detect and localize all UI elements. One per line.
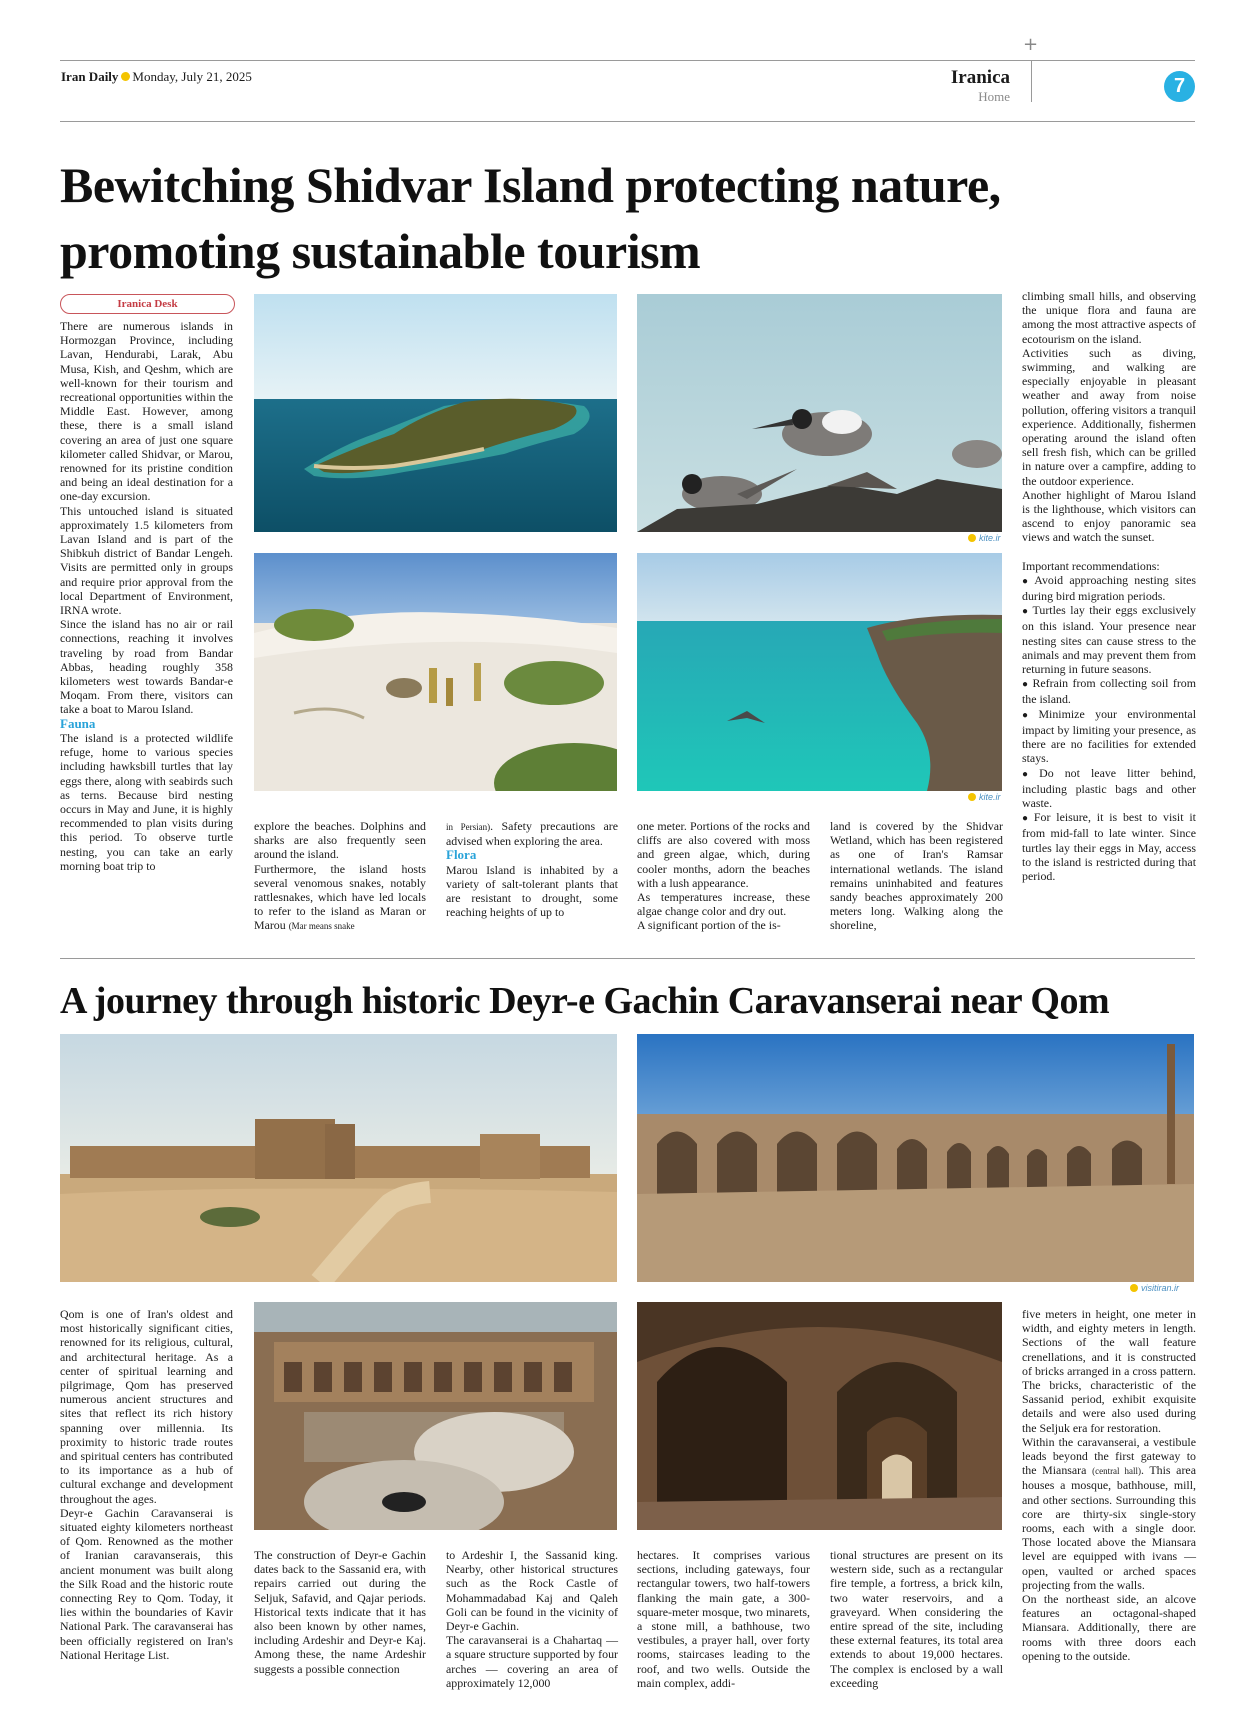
paragraph: land is covered by the Shidvar Wetland, which has been registered as one of Iran's Ramsar international wetlands. The island remains uninhabited and features sandy beaches approximately 200 meters long. Walking along the shoreline, — [830, 819, 1003, 933]
byline-badge: Iranica Desk — [60, 294, 235, 314]
turquoise-sea-photo — [637, 553, 1002, 791]
inline-note: in Persian) — [446, 822, 491, 832]
paragraph: Furthermore, the island hosts several venomous snakes, notably rattlesnakes, which have led locals to refer to the island as Maran or Marou (Mar means snake — [254, 861, 426, 933]
recommendation-item: ● Refrain from collecting soil from the island. — [1022, 676, 1196, 706]
paragraph: Since the island has no air or rail connections, reaching it involves traveling by road from Bandar Abbas, heading roughly 358 kilometers west towards Bandar-e Moqam. From there, visitors can take a boat to Marou Island. — [60, 617, 233, 717]
photo-credit-caravanserai: visitiran.ir — [1130, 1283, 1179, 1293]
recommendation-item: ● For leisure, it is best to visit it from mid-fall to late winter. Since turtles lay their eggs in May, access to the island is restricted during that period. — [1022, 810, 1196, 883]
paragraph: Activities such as diving, swimming, and walking are especially enjoyable in pleasant weather and away from noise pollution, offering visitors a tranquil experience. Additionally, fishermen operating around the island often sell fresh fish, which can be grilled in nature over a campfire, adding to the outdoor experience. — [1022, 345, 1196, 488]
paragraph: This untouched island is situated approximately 1.5 kilometers from Lavan Island and is part of the Shibkuh district of Bandar Lengeh. Visits are permitted only in groups and require prior approval from the local Department of Environment, IRNA wrote. — [60, 503, 233, 618]
paragraph: one meter. Portions of the rocks and cliffs are also covered with moss and green algae, which, during cooler months, adorn the beaches with a lush appearance. — [637, 819, 810, 890]
article2-column-5 — [830, 1548, 1003, 1690]
article-divider — [60, 958, 1195, 959]
paragraph: climbing small hills, and observing the unique flora and fauna are among the most attractive aspects of ecotourism on the island. — [1022, 289, 1196, 346]
article1-column-4 — [637, 819, 810, 933]
dot-icon — [968, 534, 976, 542]
caravanserai-exterior-photo — [60, 1034, 617, 1282]
caravanserai-vaults-photo — [637, 1302, 1002, 1530]
headline-line: promoting sustainable tourism — [60, 223, 701, 279]
issue-date: Monday, July 21, 2025 — [132, 69, 252, 84]
crosshair-icon: + — [1023, 34, 1039, 55]
dot-icon — [968, 793, 976, 801]
paragraph: five meters in height, one meter in width, and eighty meters in length. Sections of the wall feature crenellations, and it is constructed of bricks arranged in a cross pattern. The bricks, characteristic of the Sassanid period, exhibit exquisite details and were also used during the Seljuk era for restoration. — [1022, 1307, 1196, 1435]
paragraph: On the northeast side, an alcove features an octagonal-shaped Miansara. Additionally, there are rooms with three doors each opening to the outside. — [1022, 1592, 1196, 1663]
section-title: Iranica — [950, 67, 1010, 88]
paragraph: explore the beaches. Dolphins and sharks are also frequently seen around the island. — [254, 819, 426, 862]
paragraph: to Ardeshir I, the Sassanid king. Nearby, other historical structures such as the Rock Castle of Mohammadabad Kaj and Qaleh Goli can be found in the vicinity of Deyr-e Gachin. — [446, 1548, 618, 1634]
article1-column-5 — [830, 819, 1003, 933]
section-subtitle: Home — [978, 89, 1010, 104]
header-divider — [1031, 60, 1032, 102]
headline-line: Bewitching Shidvar Island protecting nature, — [60, 157, 1001, 213]
article1-headline[interactable] — [60, 152, 1200, 284]
inline-note: (Mar means snake — [288, 921, 355, 932]
dunes-photo — [254, 553, 617, 791]
recommendation-item: ● Turtles lay their eggs exclusively on this island. Your presence near nesting sites can cause stress to the animals and may prevent them from returning in future seasons. — [1022, 603, 1196, 676]
header-bottom-rule — [60, 121, 1195, 122]
article2-headline[interactable]: A journey through historic Deyr-e Gachin Caravanserai near Qom — [60, 980, 1110, 1022]
article2-column-4 — [637, 1548, 810, 1690]
terns-photo — [637, 294, 1002, 532]
article2-column-1 — [60, 1307, 233, 1662]
article2-column-3 — [446, 1548, 618, 1690]
paragraph: As temperatures increase, these algae change color and dry out. — [637, 890, 810, 919]
article1-column-6 — [1022, 289, 1196, 883]
paragraph: The construction of Deyr-e Gachin dates back to the Sassanid era, with repairs carried out during the Seljuk, Safavid, and Qajar periods. Historical texts indicate that it has also been known by other names, including Ardeshir and Deyr-e Kaj. Among these, the name Ardeshir suggests a possible connection — [254, 1548, 426, 1676]
header-top-rule — [60, 60, 1195, 61]
article1-column-2 — [254, 819, 426, 934]
recommendation-item: ● Do not leave litter behind, including plastic bags and other waste. — [1022, 766, 1196, 811]
dot-icon — [1130, 1284, 1138, 1292]
article2-column-2 — [254, 1548, 426, 1676]
caravanserai-courtyard-photo — [637, 1034, 1194, 1282]
paper-name: Iran Daily — [61, 69, 119, 84]
article1-column-1 — [60, 319, 233, 873]
dot-icon — [121, 72, 130, 81]
recommendation-item: ● Avoid approaching nesting sites during bird migration periods. — [1022, 573, 1196, 603]
paragraph: Another highlight of Marou Island is the lighthouse, which visitors can ascend to enjoy panoramic sea views and watch the sunset. — [1022, 487, 1196, 545]
caravanserai-aerial-photo — [254, 1302, 617, 1530]
island-aerial-photo — [254, 294, 617, 532]
paragraph: Qom is one of Iran's oldest and most historically significant cities, renowned for its religious, cultural, and architectural heritage. As a center of spiritual learning and pilgrimage, Qom has preserved numerous ancient structures and sites that reflect its rich history spanning over millennia. Its proximity to historic trade routes and spiritual centers has contributed to its importance as a hub of cultural exchange and development throughout the ages. — [60, 1307, 233, 1506]
inline-note: (central hall) — [1092, 1466, 1141, 1477]
photo-credit-sea: kite.ir — [968, 792, 1001, 802]
page-number-badge: 7 — [1164, 71, 1195, 102]
paragraph: A significant portion of the is- — [637, 918, 781, 933]
paragraph: The island is a protected wildlife refuge, home to various species including hawksbill turtles that lay eggs there, along with seabirds such as terns. Because bird nesting occurs in May and June, it is highly recommended to plan visits during this period. To observe turtle nesting, you can take an early morning boat trip to — [60, 730, 233, 873]
paragraph: Within the caravanserai, a vestibule leads beyond the first gateway to the Miansara (central hall). This area houses a mosque, bathhouse, mill, and other sections. Surrounding this core are thirty-six single-story rooms, each with a single door. Those located above the Miansara level are equipped with ivans — open, vaulted or arched spaces projecting from the walls. — [1022, 1434, 1196, 1592]
flora-subheading: Flora — [446, 847, 477, 863]
paragraph: in Persian). Safety precautions are advised when exploring the area. — [446, 819, 618, 849]
article1-column-3 — [446, 819, 618, 919]
recommendations-title: Important recommendations: — [1022, 558, 1160, 573]
paragraph: hectares. It comprises various sections, including gateways, four rectangular towers, two half-towers flanking the main gate, a 300-square-meter mosque, two minarets, a stone mill, a bathhouse, two vestibules, a prayer hall, over forty rooms, staircases leading to the roof, and two wells. Outside the main complex, addi- — [637, 1548, 810, 1690]
paragraph: The caravanserai is a Chahartaq — a square structure supported by four arches — covering an area of approximately 12,000 — [446, 1633, 618, 1690]
photo-credit-birds: kite.ir — [968, 533, 1001, 543]
paragraph: There are numerous islands in Hormozgan Province, including Lavan, Hendurabi, Larak, Abu Musa, Kish, and Qeshm, which are well-known for their tourism and recreational opportunities within the Middle East. However, among these, there is a small island covering an area of just one square kilometer called Shidvar, or Marou, renowned for its pristine condition and being an ideal destination for a one-day excursion. — [60, 319, 233, 504]
paragraph: Deyr-e Gachin Caravanserai is situated eighty kilometers northeast of Qom. Renowned as the mother of Iranian caravanserais, this ancient monument was built along the Silk Road and the historic route connecting Rey to Qom. Today, it lies within the boundaries of Kavir National Park. The caravanserai has been officially registered on Iran's National Heritage List. — [60, 1505, 233, 1662]
masthead-meta — [61, 69, 252, 85]
article2-column-6 — [1022, 1307, 1196, 1663]
fauna-subheading: Fauna — [60, 715, 96, 731]
paragraph: Marou Island is inhabited by a variety of salt-tolerant plants that are resistant to drought, some reaching heights of up to — [446, 862, 618, 920]
paragraph: tional structures are present on its western side, such as a rectangular fire temple, a fortress, a brick kiln, two water reservoirs, and a graveyard. When considering the entire spread of the site, including these external features, its total area extends to about 19,000 hectares. The complex is enclosed by a wall exceeding — [830, 1548, 1003, 1690]
recommendation-item: ● Minimize your environmental impact by limiting your presence, as there are no facilities for extended stays. — [1022, 707, 1196, 766]
